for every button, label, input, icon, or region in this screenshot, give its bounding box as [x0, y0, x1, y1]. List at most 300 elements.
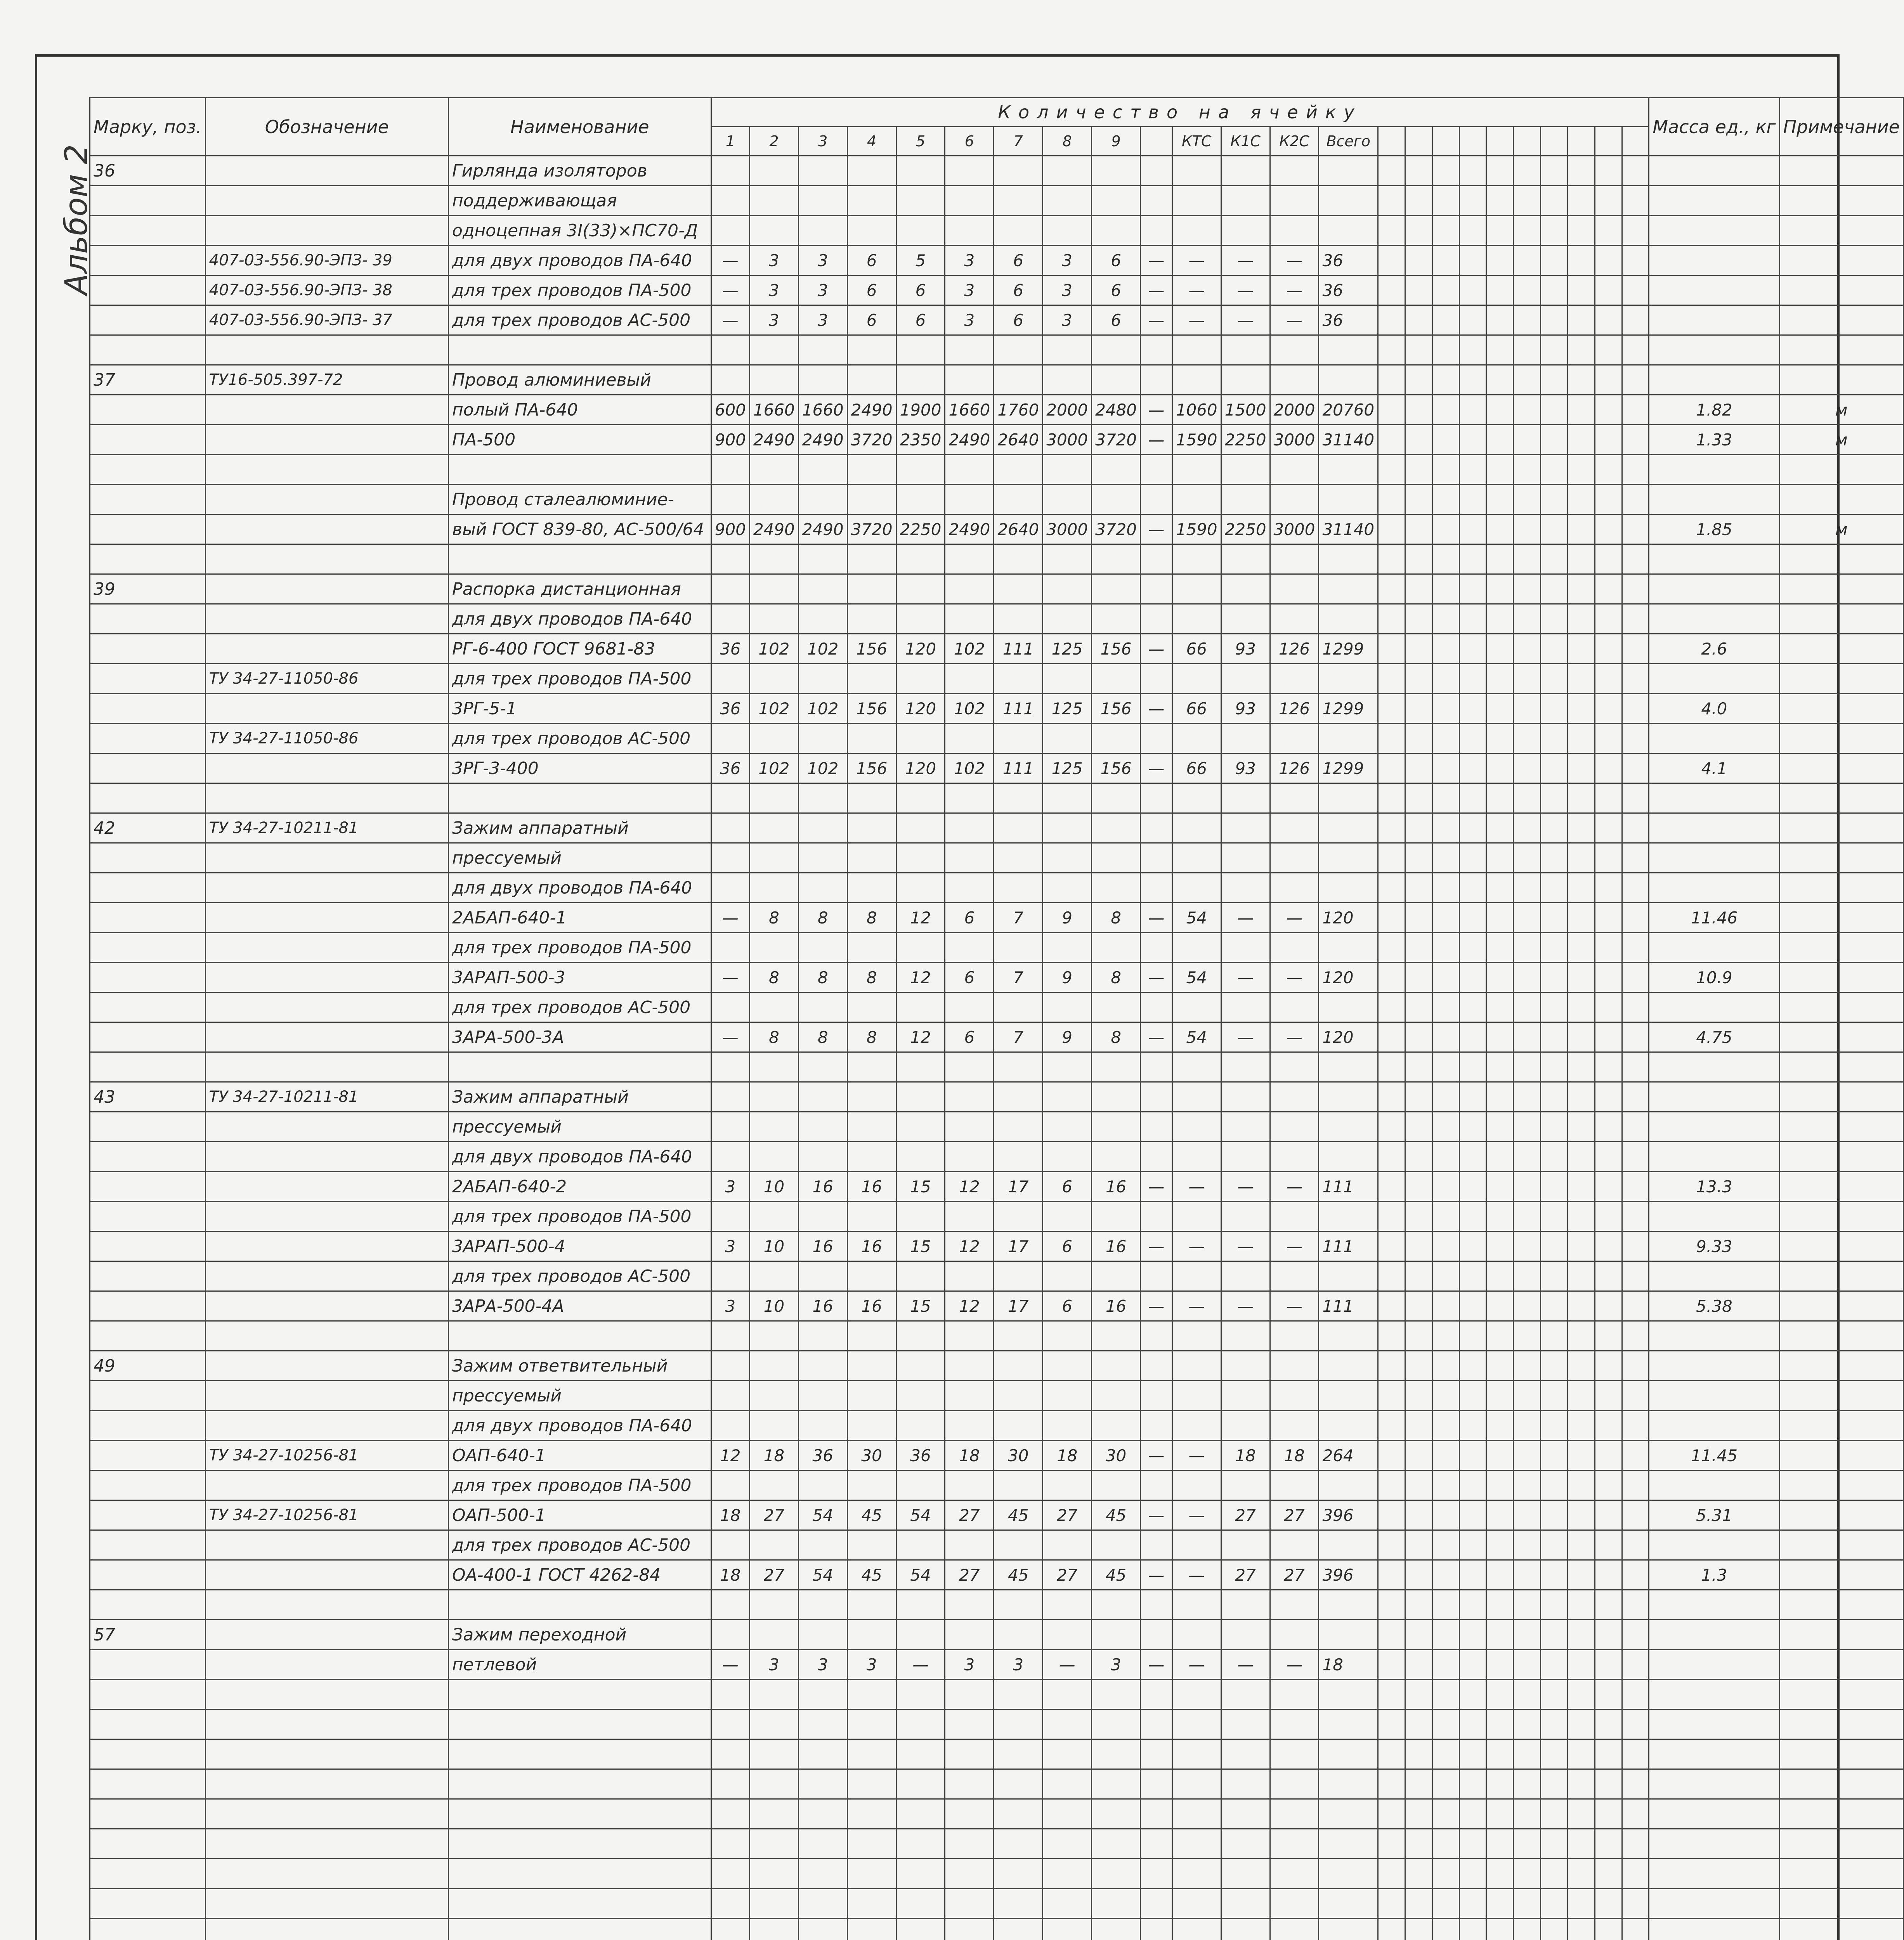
quantity-cell	[847, 604, 896, 634]
quantity-cell	[896, 156, 945, 186]
mass-cell: 9.33	[1649, 1232, 1779, 1261]
quantity-cell	[945, 1321, 994, 1351]
quantity-cell: —	[1221, 1022, 1270, 1052]
quantity-cell	[1405, 455, 1432, 485]
quantity-cell	[847, 1321, 896, 1351]
quantity-cell	[1043, 1530, 1092, 1560]
note-cell	[1779, 544, 1903, 574]
quantity-cell	[1486, 813, 1514, 843]
quantity-cell	[945, 1710, 994, 1739]
quantity-cell	[1541, 753, 1568, 783]
quantity-cell	[1459, 843, 1486, 873]
note-cell	[1779, 365, 1903, 395]
quantity-cell	[1378, 246, 1405, 275]
quantity-cell	[1459, 1560, 1486, 1590]
quantity-cell	[1092, 1052, 1141, 1082]
quantity-cell	[994, 1710, 1043, 1739]
quantity-cell	[1172, 1919, 1221, 1940]
mass-cell	[1649, 216, 1779, 246]
quantity-cell	[1622, 1650, 1649, 1680]
quantity-cell: 36	[896, 1441, 945, 1471]
quantity-cell	[1378, 1172, 1405, 1202]
quantity-cell	[847, 544, 896, 574]
position-cell: 42	[90, 813, 206, 843]
quantity-cell	[1270, 1739, 1319, 1769]
quantity-cell	[945, 1680, 994, 1710]
quantity-cell	[1172, 216, 1221, 246]
quantity-cell	[1514, 1022, 1541, 1052]
quantity-cell	[1541, 1291, 1568, 1321]
quantity-cell	[1595, 455, 1622, 485]
quantity-cell	[1270, 1261, 1319, 1291]
quantity-cell	[1378, 783, 1405, 813]
table-row	[90, 335, 1904, 365]
quantity-cell	[1541, 1530, 1568, 1560]
total-cell: 396	[1319, 1560, 1378, 1590]
quantity-cell	[749, 335, 798, 365]
quantity-cell: 8	[847, 963, 896, 993]
table-row	[90, 694, 1904, 724]
quantity-cell: —	[1270, 275, 1319, 305]
quantity-cell	[1595, 335, 1622, 365]
quantity-cell	[1043, 1052, 1092, 1082]
quantity-cell: 6	[847, 246, 896, 275]
quantity-cell	[749, 1261, 798, 1291]
mass-cell	[1649, 1381, 1779, 1411]
designation-cell	[205, 634, 448, 664]
quantity-cell	[1221, 1919, 1270, 1940]
quantity-cell	[1172, 933, 1221, 963]
note-cell	[1779, 1052, 1903, 1082]
quantity-cell	[945, 813, 994, 843]
quantity-cell: —	[1141, 963, 1172, 993]
quantity-cell	[1172, 873, 1221, 903]
total-cell	[1319, 1829, 1378, 1859]
quantity-cell	[1432, 1769, 1459, 1799]
quantity-cell	[711, 1052, 749, 1082]
cell-header: К2С	[1270, 127, 1319, 156]
quantity-cell	[1221, 574, 1270, 604]
quantity-cell	[896, 1052, 945, 1082]
quantity-cell	[1568, 664, 1595, 694]
quantity-cell	[711, 1381, 749, 1411]
table-row	[90, 156, 1904, 186]
quantity-cell: 2350	[896, 425, 945, 455]
quantity-cell	[1378, 1381, 1405, 1411]
quantity-cell	[1568, 1202, 1595, 1232]
position-cell	[90, 664, 206, 694]
quantity-cell	[798, 1082, 847, 1112]
quantity-cell	[1622, 1500, 1649, 1530]
position-cell	[90, 425, 206, 455]
quantity-cell	[1270, 1082, 1319, 1112]
quantity-cell	[1432, 1471, 1459, 1500]
quantity-cell: —	[1172, 275, 1221, 305]
quantity-cell	[1514, 246, 1541, 275]
quantity-cell	[1514, 903, 1541, 933]
quantity-cell	[798, 186, 847, 216]
quantity-cell	[896, 1202, 945, 1232]
mass-cell	[1649, 305, 1779, 335]
quantity-cell	[1459, 425, 1486, 455]
quantity-cell	[1486, 1859, 1514, 1889]
quantity-cell: —	[1141, 425, 1172, 455]
quantity-cell	[1221, 993, 1270, 1022]
quantity-cell	[1221, 365, 1270, 395]
quantity-cell: 7	[994, 903, 1043, 933]
blank-header	[1432, 127, 1459, 156]
quantity-cell	[1270, 455, 1319, 485]
quantity-cell	[1595, 1919, 1622, 1940]
note-cell	[1779, 455, 1903, 485]
quantity-cell	[1432, 843, 1459, 873]
note-cell	[1779, 1829, 1903, 1859]
quantity-cell	[1092, 1411, 1141, 1441]
quantity-cell	[1514, 1829, 1541, 1859]
position-cell	[90, 1769, 206, 1799]
quantity-cell: 3000	[1270, 514, 1319, 544]
quantity-cell	[1405, 694, 1432, 724]
note-cell	[1779, 1441, 1903, 1471]
quantity-cell	[1622, 485, 1649, 514]
quantity-cell	[1541, 1022, 1568, 1052]
quantity-cell	[1092, 1829, 1141, 1859]
quantity-cell	[1043, 335, 1092, 365]
mass-cell	[1649, 873, 1779, 903]
quantity-cell	[1405, 395, 1432, 425]
quantity-cell	[1405, 425, 1432, 455]
quantity-cell	[1486, 1471, 1514, 1500]
table-row	[90, 395, 1904, 425]
quantity-cell	[1378, 574, 1405, 604]
quantity-cell	[1459, 1172, 1486, 1202]
quantity-cell	[1043, 544, 1092, 574]
quantity-cell	[1432, 186, 1459, 216]
quantity-cell	[1595, 1769, 1622, 1799]
designation-cell	[205, 1590, 448, 1620]
quantity-cell: 36	[711, 634, 749, 664]
designation-cell	[205, 1172, 448, 1202]
quantity-cell: 16	[1092, 1172, 1141, 1202]
quantity-cell	[1270, 783, 1319, 813]
name-cell: Зажим ответвительный	[449, 1351, 711, 1381]
position-cell	[90, 485, 206, 514]
note-cell: м	[1779, 425, 1903, 455]
quantity-cell	[1221, 1799, 1270, 1829]
quantity-cell	[1221, 1351, 1270, 1381]
quantity-cell	[1486, 365, 1514, 395]
quantity-cell	[798, 1799, 847, 1829]
name-cell	[449, 455, 711, 485]
quantity-cell: 16	[798, 1172, 847, 1202]
position-cell	[90, 186, 206, 216]
quantity-cell	[1595, 1202, 1622, 1232]
quantity-cell	[749, 1590, 798, 1620]
table-row	[90, 1172, 1904, 1202]
quantity-cell	[1172, 1142, 1221, 1172]
quantity-cell: 6	[1092, 246, 1141, 275]
quantity-cell	[1043, 933, 1092, 963]
quantity-cell	[1378, 1500, 1405, 1530]
quantity-cell	[1514, 1381, 1541, 1411]
quantity-cell	[1092, 873, 1141, 903]
table-row	[90, 1441, 1904, 1471]
quantity-cell	[1405, 843, 1432, 873]
quantity-cell	[896, 664, 945, 694]
quantity-cell	[1432, 664, 1459, 694]
quantity-cell	[711, 1710, 749, 1739]
quantity-cell	[1432, 216, 1459, 246]
quantity-cell: 8	[1092, 1022, 1141, 1052]
quantity-cell	[1459, 544, 1486, 574]
quantity-cell	[798, 1261, 847, 1291]
quantity-cell	[1221, 1739, 1270, 1769]
quantity-cell	[1221, 544, 1270, 574]
quantity-cell	[1221, 1082, 1270, 1112]
quantity-cell	[1432, 634, 1459, 664]
cell-header: КТС	[1172, 127, 1221, 156]
quantity-cell	[945, 1052, 994, 1082]
note-cell: м	[1779, 514, 1903, 544]
quantity-cell: 126	[1270, 634, 1319, 664]
cell-header	[1141, 127, 1172, 156]
quantity-cell: 6	[945, 963, 994, 993]
position-cell	[90, 1919, 206, 1940]
quantity-cell	[1459, 395, 1486, 425]
col-designation: Обозначение	[205, 98, 448, 156]
quantity-cell	[1405, 1919, 1432, 1940]
total-cell	[1319, 1859, 1378, 1889]
quantity-cell	[1043, 156, 1092, 186]
quantity-cell	[1514, 1411, 1541, 1441]
quantity-cell	[1568, 395, 1595, 425]
note-cell	[1779, 1590, 1903, 1620]
total-cell	[1319, 1202, 1378, 1232]
quantity-cell	[1486, 753, 1514, 783]
quantity-cell: —	[1270, 903, 1319, 933]
quantity-cell	[1172, 1202, 1221, 1232]
quantity-cell	[1378, 1590, 1405, 1620]
total-cell	[1319, 664, 1378, 694]
cell-header: 4	[847, 127, 896, 156]
quantity-cell	[1595, 993, 1622, 1022]
quantity-cell	[1432, 275, 1459, 305]
quantity-cell	[749, 1799, 798, 1829]
quantity-cell	[1541, 1232, 1568, 1261]
quantity-cell	[1043, 1321, 1092, 1351]
designation-cell	[205, 455, 448, 485]
name-cell: ОАП-640-1	[449, 1441, 711, 1471]
quantity-cell	[1486, 305, 1514, 335]
quantity-cell	[798, 843, 847, 873]
total-cell: 264	[1319, 1441, 1378, 1471]
name-cell	[449, 783, 711, 813]
quantity-cell	[1141, 365, 1172, 395]
table-row	[90, 1321, 1904, 1351]
quantity-cell	[1172, 1261, 1221, 1291]
quantity-cell	[1432, 1291, 1459, 1321]
quantity-cell	[1459, 1351, 1486, 1381]
quantity-cell	[847, 1351, 896, 1381]
quantity-cell	[1486, 1590, 1514, 1620]
quantity-cell: 3	[711, 1291, 749, 1321]
quantity-cell	[1405, 1441, 1432, 1471]
table-row	[90, 813, 1904, 843]
quantity-cell: 102	[749, 634, 798, 664]
quantity-cell	[711, 574, 749, 604]
quantity-cell	[1541, 993, 1568, 1022]
quantity-cell	[749, 1769, 798, 1799]
quantity-cell	[896, 1082, 945, 1112]
quantity-cell	[1459, 1919, 1486, 1940]
quantity-cell	[1595, 485, 1622, 514]
quantity-cell	[798, 1052, 847, 1082]
quantity-cell	[1172, 1739, 1221, 1769]
quantity-cell	[1595, 1232, 1622, 1261]
total-cell	[1319, 1889, 1378, 1919]
quantity-cell	[1270, 1680, 1319, 1710]
table-row	[90, 1739, 1904, 1769]
quantity-cell: —	[1270, 1232, 1319, 1261]
note-cell	[1779, 1530, 1903, 1560]
name-cell: для трех проводов АС-500	[449, 1261, 711, 1291]
table-row	[90, 1351, 1904, 1381]
quantity-cell	[1405, 1291, 1432, 1321]
quantity-cell	[1568, 1172, 1595, 1202]
quantity-cell	[1622, 1530, 1649, 1560]
quantity-cell	[1405, 783, 1432, 813]
quantity-cell	[1092, 604, 1141, 634]
quantity-cell	[1141, 1261, 1172, 1291]
quantity-cell	[1270, 216, 1319, 246]
quantity-cell	[1514, 1889, 1541, 1919]
quantity-cell	[1043, 1381, 1092, 1411]
quantity-cell: 18	[945, 1441, 994, 1471]
quantity-cell	[994, 156, 1043, 186]
quantity-cell	[711, 1321, 749, 1351]
quantity-cell	[1541, 933, 1568, 963]
quantity-cell	[1405, 933, 1432, 963]
quantity-cell	[1541, 1739, 1568, 1769]
quantity-cell	[1486, 1500, 1514, 1530]
note-cell	[1779, 903, 1903, 933]
quantity-cell	[1622, 514, 1649, 544]
quantity-cell	[1622, 365, 1649, 395]
quantity-cell	[1595, 1829, 1622, 1859]
quantity-cell	[1568, 1710, 1595, 1739]
quantity-cell	[1270, 1530, 1319, 1560]
quantity-cell: 3720	[847, 425, 896, 455]
quantity-cell	[896, 365, 945, 395]
quantity-cell	[1270, 1799, 1319, 1829]
quantity-cell	[798, 1889, 847, 1919]
quantity-cell	[1459, 1590, 1486, 1620]
quantity-cell	[749, 724, 798, 753]
quantity-cell	[1568, 1142, 1595, 1172]
quantity-cell	[1432, 1530, 1459, 1560]
quantity-cell	[1172, 186, 1221, 216]
quantity-cell	[1595, 246, 1622, 275]
quantity-cell	[711, 664, 749, 694]
quantity-cell	[945, 216, 994, 246]
name-cell: полый ПА-640	[449, 395, 711, 425]
quantity-cell	[1622, 1202, 1649, 1232]
note-cell	[1779, 1261, 1903, 1291]
position-cell	[90, 724, 206, 753]
quantity-cell	[1622, 275, 1649, 305]
quantity-cell	[1595, 933, 1622, 963]
quantity-cell	[1405, 1351, 1432, 1381]
quantity-cell	[896, 1530, 945, 1560]
quantity-cell	[1622, 1261, 1649, 1291]
quantity-cell: 18	[1221, 1441, 1270, 1471]
quantity-cell	[1622, 1082, 1649, 1112]
mass-cell	[1649, 1112, 1779, 1142]
quantity-cell	[1459, 186, 1486, 216]
quantity-cell	[1514, 1560, 1541, 1590]
quantity-cell	[1405, 1232, 1432, 1261]
position-cell	[90, 216, 206, 246]
total-cell: 1299	[1319, 753, 1378, 783]
designation-cell	[205, 1799, 448, 1829]
quantity-cell	[1378, 1022, 1405, 1052]
quantity-cell	[1541, 574, 1568, 604]
quantity-cell	[1405, 485, 1432, 514]
quantity-cell	[1172, 1829, 1221, 1859]
quantity-cell	[798, 1620, 847, 1650]
quantity-cell: 5	[896, 246, 945, 275]
note-cell	[1779, 1889, 1903, 1919]
quantity-cell	[1432, 1590, 1459, 1620]
quantity-cell	[1405, 1142, 1432, 1172]
note-cell	[1779, 1680, 1903, 1710]
quantity-cell	[1459, 485, 1486, 514]
quantity-cell	[1541, 1202, 1568, 1232]
quantity-cell: 8	[847, 1022, 896, 1052]
quantity-cell	[1459, 1321, 1486, 1351]
quantity-cell	[1378, 1859, 1405, 1889]
quantity-cell	[1541, 275, 1568, 305]
quantity-cell	[711, 1142, 749, 1172]
quantity-cell	[1221, 455, 1270, 485]
note-cell	[1779, 634, 1903, 664]
quantity-cell	[896, 724, 945, 753]
table-row	[90, 1620, 1904, 1650]
quantity-cell	[847, 1471, 896, 1500]
total-cell	[1319, 1261, 1378, 1291]
position-cell: 36	[90, 156, 206, 186]
quantity-cell	[1486, 1411, 1514, 1441]
designation-cell	[205, 1411, 448, 1441]
note-cell: м	[1779, 395, 1903, 425]
position-cell: 43	[90, 1082, 206, 1112]
quantity-cell	[1141, 933, 1172, 963]
quantity-cell	[1568, 1022, 1595, 1052]
quantity-cell	[1595, 843, 1622, 873]
quantity-cell	[1486, 1172, 1514, 1202]
quantity-cell: —	[1172, 1232, 1221, 1261]
quantity-cell	[1568, 1500, 1595, 1530]
quantity-cell	[1595, 1411, 1622, 1441]
quantity-cell: 3000	[1043, 425, 1092, 455]
quantity-cell	[1378, 724, 1405, 753]
quantity-cell	[1092, 1142, 1141, 1172]
quantity-cell	[1459, 1769, 1486, 1799]
quantity-cell	[749, 365, 798, 395]
quantity-cell: 3720	[1092, 514, 1141, 544]
quantity-cell	[1378, 753, 1405, 783]
quantity-cell	[1378, 1680, 1405, 1710]
